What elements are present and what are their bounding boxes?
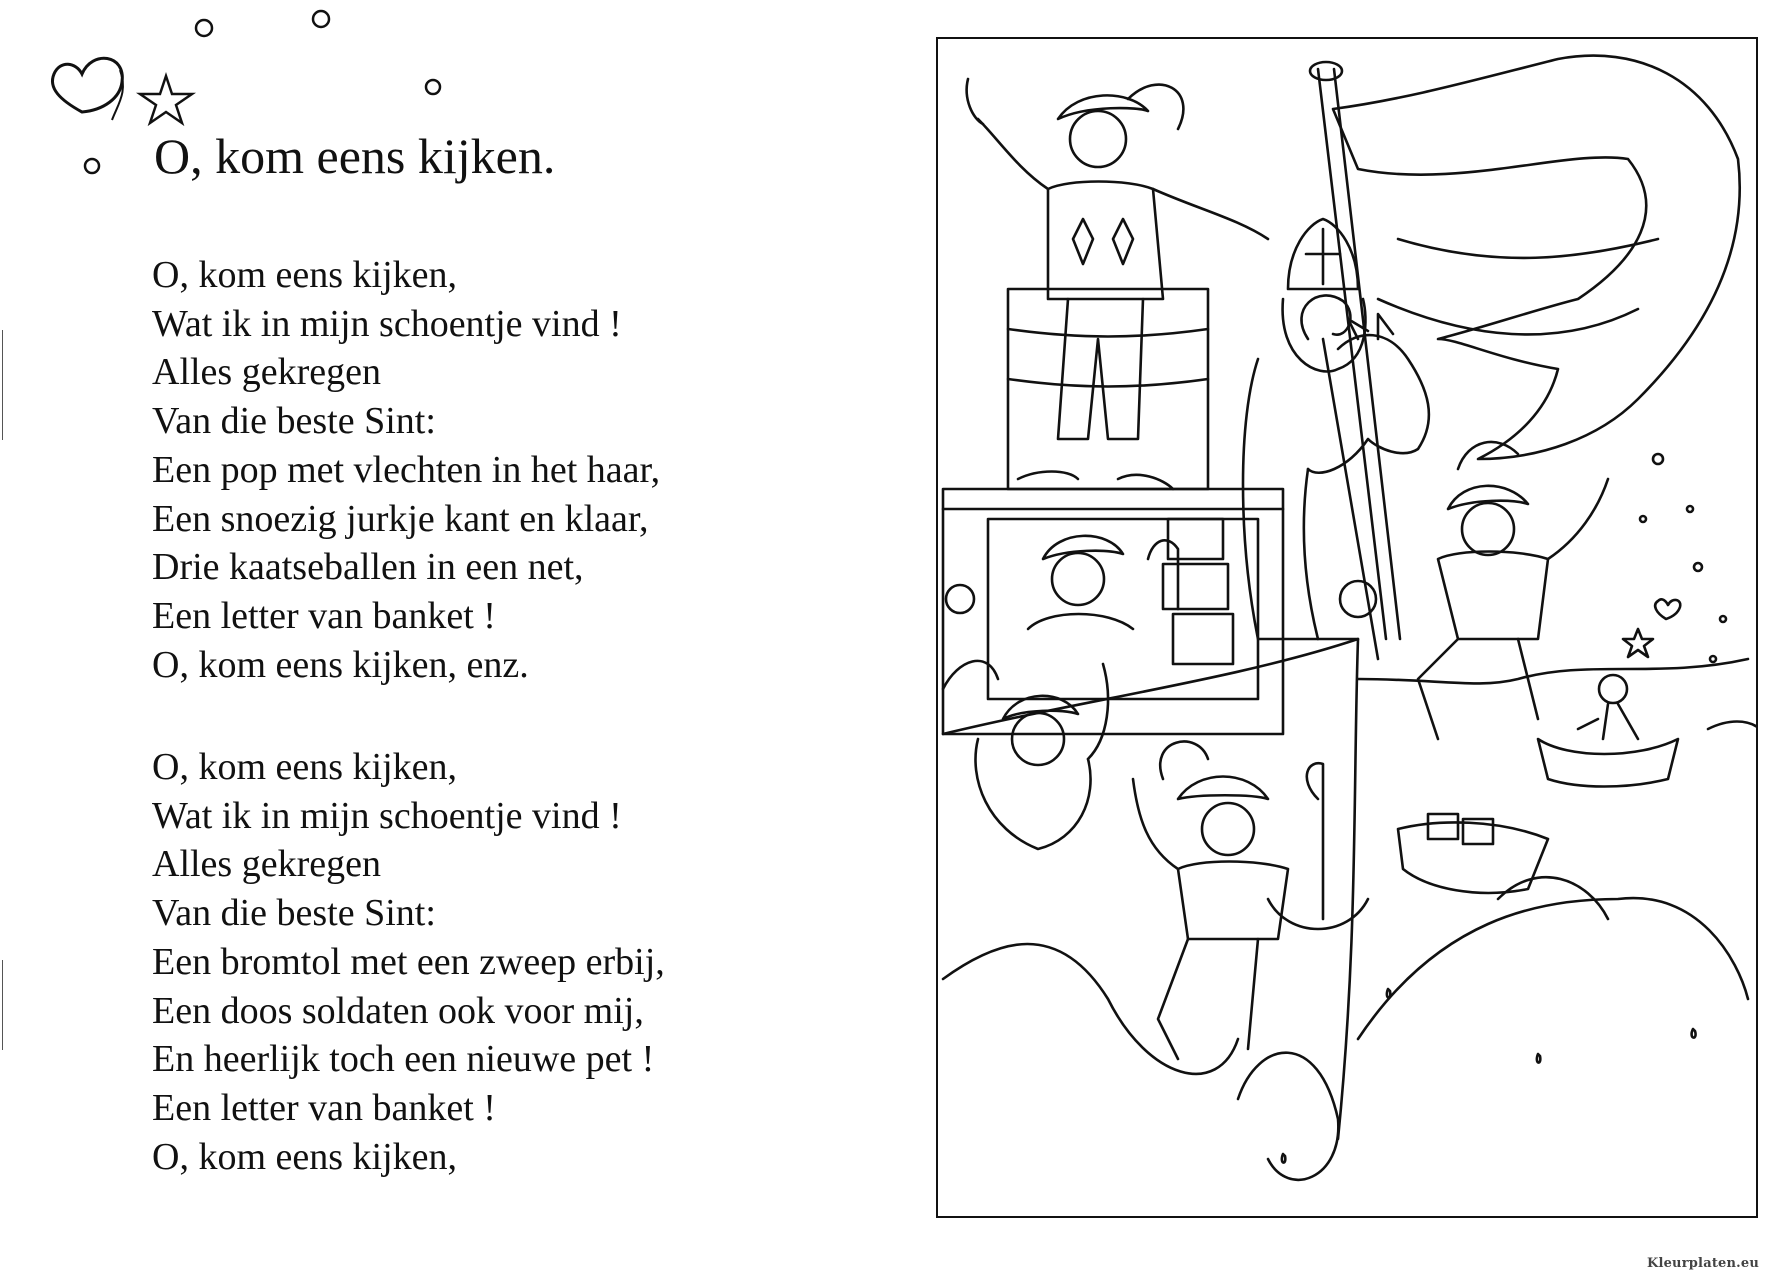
poem-line: Een pop met vlechten in het haar, xyxy=(152,448,661,491)
poem-line: En heerlijk toch een nieuwe pet ! xyxy=(152,1038,655,1081)
poem-line: O, kom eens kijken, xyxy=(152,1135,458,1178)
present xyxy=(1163,564,1228,609)
wave xyxy=(1238,1053,1338,1180)
poem-line: Wat ik in mijn schoentje vind ! xyxy=(152,794,622,837)
porthole xyxy=(946,585,974,613)
poem-line: Een letter van banket ! xyxy=(152,1086,496,1129)
poem-line: Alles gekregen xyxy=(152,351,381,394)
poem-line: Een letter van banket ! xyxy=(152,594,496,637)
poem-line: O, kom eens kijken, xyxy=(152,746,458,788)
anchor-piet-head xyxy=(1202,803,1254,855)
poem-line: Alles gekregen xyxy=(152,843,381,886)
present xyxy=(1173,614,1233,664)
poem-line: Wat ik in mijn schoentje vind ! xyxy=(152,302,622,345)
rowboat xyxy=(1708,722,1758,730)
smokestack xyxy=(1008,289,1208,489)
figure-head xyxy=(1070,111,1126,167)
heart-icon xyxy=(1655,599,1680,619)
rower-head xyxy=(1599,675,1627,703)
poem-line: Een bromtol met een zweep erbij, xyxy=(152,940,665,983)
bubble-icon xyxy=(1640,516,1646,522)
bubble-icon xyxy=(1694,563,1702,571)
steamboat-drawing xyxy=(938,39,1758,1218)
poem-line: Een snoezig jurkje kant en klaar, xyxy=(152,497,649,540)
present xyxy=(1168,519,1223,559)
wave xyxy=(1358,898,1748,1039)
bubble-icon xyxy=(85,159,99,173)
heart-icon xyxy=(52,58,122,112)
stanza-1 xyxy=(152,251,660,689)
coloring-illustration xyxy=(936,37,1758,1218)
sint-beard xyxy=(1283,299,1366,371)
star-icon xyxy=(140,76,192,123)
bubble-icon xyxy=(196,20,212,36)
poem-line: Een doos soldaten ook voor mij, xyxy=(152,989,644,1032)
poem-line: Van die beste Sint: xyxy=(152,892,436,935)
leaning-piet-head xyxy=(1012,713,1064,765)
poem-line: Van die beste Sint: xyxy=(152,400,436,443)
bubble-icon xyxy=(1653,454,1663,464)
poem-line: Drie kaatseballen in een net, xyxy=(152,546,584,589)
poem-title: O, kom eens kijken. xyxy=(154,128,556,184)
climbing-piet-head xyxy=(1462,503,1514,555)
bubble-icon xyxy=(1720,616,1726,622)
bubble-icon xyxy=(426,80,440,94)
poem-line: O, kom eens kijken, enz. xyxy=(152,643,529,686)
window-figure-head xyxy=(1052,553,1104,605)
bubble-icon xyxy=(313,11,329,27)
rowboat xyxy=(1538,739,1678,787)
margin-mark xyxy=(2,960,3,1050)
present xyxy=(1428,814,1458,839)
watermark: Kleurplaten.eu xyxy=(1646,1256,1759,1271)
rowboat xyxy=(1398,822,1548,892)
crosier xyxy=(1301,295,1350,339)
bubble-icon xyxy=(1687,506,1693,512)
margin-mark xyxy=(2,330,3,440)
wave xyxy=(943,944,1238,1074)
stanza-2 xyxy=(152,743,665,1181)
star-icon xyxy=(1623,629,1653,657)
poem-line: O, kom eens kijken, xyxy=(152,254,458,296)
bubble-icon xyxy=(1710,656,1716,662)
